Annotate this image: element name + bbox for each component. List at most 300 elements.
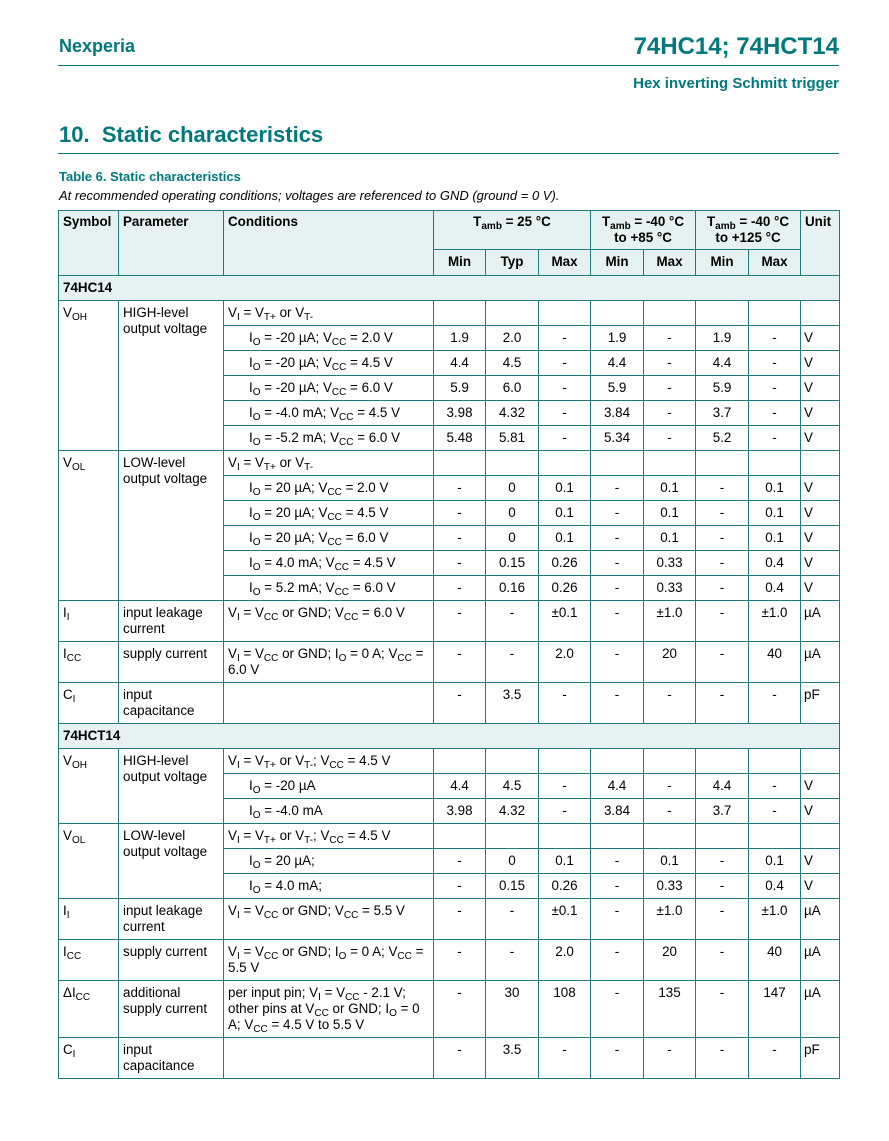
value-cell: 4.5 [486, 351, 539, 376]
value-cell: - [749, 351, 801, 376]
value-cell: 0.1 [539, 526, 591, 551]
subscript: CC [331, 387, 347, 398]
header-tamb-85 [591, 211, 696, 250]
value-cell: - [696, 576, 749, 601]
parameter-cell: input capacitance [119, 1038, 224, 1079]
value-cell: - [434, 981, 486, 1038]
value-cell [486, 301, 539, 326]
value-cell: 4.5 [486, 774, 539, 799]
header-tamb-125 [696, 211, 801, 250]
value-cell: 0.33 [644, 874, 696, 899]
subscript: CC [327, 512, 342, 523]
unit-cell: V [801, 376, 840, 401]
unit-cell: V [801, 501, 840, 526]
value-cell [434, 451, 486, 476]
symbol-cell [59, 601, 119, 642]
condition-cell [224, 576, 434, 601]
section-title: Static characteristics [101, 122, 324, 147]
value-cell: 3.5 [486, 1038, 539, 1079]
static-characteristics-table [58, 210, 840, 1079]
value-cell [486, 749, 539, 774]
condition-cell [224, 799, 434, 824]
text-segment: V [63, 828, 72, 843]
subscript: T- [304, 462, 314, 473]
text-segment: = -5.2 mA; V [260, 430, 340, 445]
subscript: I [236, 462, 240, 473]
text-segment: = 4.5 V [343, 753, 391, 768]
text-segment: I [249, 355, 253, 370]
unit-cell [801, 451, 840, 476]
value-cell: 0.15 [486, 874, 539, 899]
text-segment: = V [239, 944, 264, 959]
subscript: CC [327, 487, 342, 498]
text-segment: = 0 A; V [346, 646, 398, 661]
value-cell [591, 451, 644, 476]
subscript: O [252, 860, 261, 871]
value-cell: 5.9 [434, 376, 486, 401]
subscript: CC [345, 992, 360, 1003]
subscript: CC [253, 1024, 268, 1035]
value-cell: 4.32 [486, 799, 539, 824]
value-cell: 4.4 [591, 774, 644, 799]
section-heading [59, 122, 323, 148]
text-segment: or V [275, 828, 305, 843]
value-cell [749, 749, 801, 774]
table-row [59, 642, 840, 683]
value-cell [696, 824, 749, 849]
value-cell [539, 451, 591, 476]
value-cell: - [486, 940, 539, 981]
text-segment: = 4.5 V to 5.5 V [267, 1017, 365, 1032]
subscript: T- [304, 835, 314, 846]
subscript: T+ [263, 462, 276, 473]
subscript: O [252, 885, 261, 896]
value-cell: - [696, 1038, 749, 1079]
condition-cell [224, 301, 434, 326]
group-name: 74HC14 [59, 276, 840, 301]
value-cell: 0.1 [749, 849, 801, 874]
text-segment: = 4.5 V [349, 555, 396, 570]
table-row [59, 601, 840, 642]
subscript: CC [339, 437, 354, 448]
condition-cell [224, 774, 434, 799]
header-t-sub: amb [481, 221, 502, 232]
value-cell: 0.1 [539, 501, 591, 526]
text-segment: = 6.0 V [349, 580, 396, 595]
section-divider [58, 153, 839, 154]
value-cell: 0.33 [644, 551, 696, 576]
value-cell: 6.0 [486, 376, 539, 401]
value-cell: - [696, 940, 749, 981]
value-cell: ±0.1 [539, 899, 591, 940]
value-cell: 40 [749, 642, 801, 683]
value-cell: 2.0 [539, 940, 591, 981]
value-cell: 5.9 [696, 376, 749, 401]
subscript: I [236, 612, 240, 623]
value-cell [749, 451, 801, 476]
text-segment: = V [239, 646, 264, 661]
text-segment: = V [239, 753, 264, 768]
condition-cell [224, 874, 434, 899]
text-segment: = 20 µA; V [260, 480, 328, 495]
subscript: OH [71, 760, 87, 771]
subscript: I [236, 951, 240, 962]
text-segment: or GND; V [278, 903, 344, 918]
text-segment: = 6.0 V [341, 530, 389, 545]
subscript: CC [327, 537, 342, 548]
unit-cell [801, 824, 840, 849]
subscript: CC [263, 951, 279, 962]
header-max: Max [749, 250, 801, 276]
table-row [59, 451, 840, 476]
text-segment: C [63, 1042, 73, 1057]
value-cell: - [539, 683, 591, 724]
unit-cell: V [801, 326, 840, 351]
value-cell: - [696, 981, 749, 1038]
subscript: O [252, 437, 261, 448]
unit-cell: V [801, 426, 840, 451]
subscript: OL [71, 835, 86, 846]
subscript: OL [71, 462, 86, 473]
value-cell: - [434, 899, 486, 940]
header-t-range: to +125 °C [715, 230, 781, 245]
value-cell: - [749, 799, 801, 824]
text-segment: V [228, 455, 237, 470]
text-segment: = 20 µA; [260, 853, 315, 868]
unit-cell: µA [801, 642, 840, 683]
value-cell: - [696, 476, 749, 501]
value-cell [591, 824, 644, 849]
value-cell: - [591, 899, 644, 940]
subscript: OH [71, 312, 87, 323]
value-cell: - [434, 874, 486, 899]
value-cell: - [486, 899, 539, 940]
text-segment: or GND; V [278, 605, 344, 620]
unit-cell: V [801, 849, 840, 874]
text-segment: = 20 µA; V [260, 505, 328, 520]
subscript: O [252, 487, 261, 498]
value-cell: 0.26 [539, 551, 591, 576]
value-cell [434, 824, 486, 849]
value-cell: 0.1 [644, 501, 696, 526]
unit-cell: µA [801, 899, 840, 940]
unit-cell: V [801, 874, 840, 899]
subscript: CC [263, 653, 279, 664]
document-title: 74HC14; 74HCT14 [633, 33, 839, 60]
text-segment: I [249, 505, 253, 520]
unit-cell: V [801, 551, 840, 576]
parameter-cell: input leakage current [119, 899, 224, 940]
value-cell: 0.4 [749, 874, 801, 899]
condition-cell [224, 824, 434, 849]
subscript: CC [263, 612, 279, 623]
text-segment: = -20 µA; V [260, 355, 332, 370]
condition-cell [224, 526, 434, 551]
value-cell: - [749, 774, 801, 799]
value-cell: - [591, 981, 644, 1038]
value-cell: - [591, 551, 644, 576]
condition-cell [224, 376, 434, 401]
value-cell: 0.1 [644, 849, 696, 874]
subscript: I [72, 1049, 76, 1060]
value-cell: 3.84 [591, 401, 644, 426]
value-cell: 3.7 [696, 799, 749, 824]
unit-cell: V [801, 351, 840, 376]
value-cell: ±1.0 [644, 601, 696, 642]
value-cell: 3.7 [696, 401, 749, 426]
subscript: O [252, 562, 261, 573]
subscript: CC [329, 760, 344, 771]
condition-cell [224, 1038, 434, 1079]
text-segment: I [63, 646, 67, 661]
text-segment: or V [275, 455, 305, 470]
text-segment: I [249, 330, 253, 345]
value-cell: - [749, 683, 801, 724]
value-cell: - [434, 849, 486, 874]
subscript: I [318, 992, 321, 1003]
table-row [59, 824, 840, 849]
document-subtitle: Hex inverting Schmitt trigger [633, 75, 839, 92]
text-segment: = V [239, 605, 264, 620]
value-cell: 5.48 [434, 426, 486, 451]
group-name: 74HCT14 [59, 724, 840, 749]
table-row [59, 940, 840, 981]
text-segment: V [228, 903, 237, 918]
value-cell: 0.16 [486, 576, 539, 601]
table-row [59, 981, 840, 1038]
text-segment: = 6.0 V [228, 646, 424, 677]
subscript: O [252, 337, 261, 348]
condition-cell [224, 940, 434, 981]
value-cell: 20 [644, 940, 696, 981]
text-segment: V [228, 305, 237, 320]
value-cell: - [749, 376, 801, 401]
header-conditions: Conditions [224, 211, 434, 276]
unit-cell: µA [801, 981, 840, 1038]
value-cell: 0.1 [749, 526, 801, 551]
text-segment: or GND; I [328, 1001, 390, 1016]
value-cell: 5.2 [696, 426, 749, 451]
subscript: CC [397, 653, 412, 664]
header-t-symbol: T [706, 214, 716, 229]
value-cell: - [539, 376, 591, 401]
value-cell: - [696, 849, 749, 874]
value-cell: 4.4 [434, 774, 486, 799]
subscript: CC [397, 951, 412, 962]
unit-cell [801, 749, 840, 774]
parameter-cell: HIGH-level output voltage [119, 749, 224, 824]
subscript: O [252, 537, 261, 548]
text-segment: = 6.0 V [353, 430, 401, 445]
value-cell: - [434, 476, 486, 501]
text-segment: = 4.5 V [346, 355, 393, 370]
subscript: I [66, 612, 70, 623]
value-cell: 3.98 [434, 401, 486, 426]
header-tamb-25 [434, 211, 591, 250]
value-cell [696, 749, 749, 774]
header-t-symbol: T [601, 214, 611, 229]
header-t-value: = -40 °C [630, 214, 685, 229]
value-cell: - [696, 526, 749, 551]
text-segment: = V [239, 305, 264, 320]
symbol-cell [59, 451, 119, 601]
subscript: O [252, 810, 261, 821]
unit-cell: pF [801, 1038, 840, 1079]
text-segment: V [228, 646, 237, 661]
value-cell: - [486, 642, 539, 683]
value-cell [434, 749, 486, 774]
subscript: T+ [263, 760, 276, 771]
value-cell: - [696, 551, 749, 576]
subscript: CC [339, 412, 354, 423]
value-cell: 4.4 [591, 351, 644, 376]
table-caption: Table 6. Static characteristics [59, 169, 241, 184]
value-cell: 0.1 [539, 476, 591, 501]
unit-cell: pF [801, 683, 840, 724]
subscript: CC [343, 612, 359, 623]
condition-cell [224, 551, 434, 576]
value-cell: 0.15 [486, 551, 539, 576]
text-segment: V [228, 944, 237, 959]
text-segment: = V [320, 985, 346, 1000]
text-segment: I [249, 430, 253, 445]
subscript: CC [334, 562, 350, 573]
value-cell: 5.9 [591, 376, 644, 401]
text-segment: - 2.1 V; other pins at V [228, 985, 406, 1016]
value-cell: - [644, 426, 696, 451]
value-cell: 5.34 [591, 426, 644, 451]
table-row [59, 1038, 840, 1079]
text-segment: I [249, 380, 253, 395]
header-min: Min [591, 250, 644, 276]
value-cell: - [434, 501, 486, 526]
header-t-sub: amb [610, 221, 631, 232]
value-cell: - [749, 1038, 801, 1079]
text-segment: I [63, 944, 67, 959]
text-segment: = 2.0 V [346, 330, 393, 345]
subscript: I [236, 910, 240, 921]
value-cell: - [644, 683, 696, 724]
value-cell [434, 301, 486, 326]
header-parameter: Parameter [119, 211, 224, 276]
unit-cell: V [801, 799, 840, 824]
parameter-cell: input leakage current [119, 601, 224, 642]
text-segment: V [63, 305, 72, 320]
value-cell: - [644, 774, 696, 799]
value-cell: 0 [486, 501, 539, 526]
text-segment: = 0 A; V [228, 1001, 420, 1032]
subscript: O [252, 512, 261, 523]
text-segment: = 4.0 mA; [260, 878, 322, 893]
text-segment: I [249, 405, 253, 420]
value-cell: ±0.1 [539, 601, 591, 642]
value-cell [696, 301, 749, 326]
text-segment: = 4.5 V [341, 505, 389, 520]
subscript: O [252, 785, 261, 796]
value-cell: 147 [749, 981, 801, 1038]
value-cell: - [591, 642, 644, 683]
symbol-cell [59, 899, 119, 940]
text-segment: or V [275, 753, 305, 768]
text-segment: V [63, 753, 72, 768]
value-cell [749, 301, 801, 326]
header-min: Min [696, 250, 749, 276]
subscript: I [72, 694, 76, 705]
subscript: CC [331, 337, 347, 348]
value-cell: - [749, 326, 801, 351]
text-segment: V [63, 455, 72, 470]
value-cell: 4.32 [486, 401, 539, 426]
value-cell: - [749, 426, 801, 451]
value-cell: - [591, 874, 644, 899]
subscript: I [236, 312, 240, 323]
text-segment: or V [275, 305, 305, 320]
subscript: I [236, 835, 240, 846]
subscript: I [236, 653, 240, 664]
value-cell: 4.4 [696, 774, 749, 799]
value-cell: 135 [644, 981, 696, 1038]
table-row [59, 899, 840, 940]
parameter-cell: supply current [119, 642, 224, 683]
value-cell: - [539, 351, 591, 376]
value-cell: 3.5 [486, 683, 539, 724]
value-cell: - [696, 683, 749, 724]
text-segment: = 20 µA; V [260, 530, 328, 545]
subscript: O [338, 653, 347, 664]
symbol-cell [59, 824, 119, 899]
condition-cell [224, 642, 434, 683]
text-segment: I [249, 555, 253, 570]
symbol-cell [59, 301, 119, 451]
value-cell: - [644, 1038, 696, 1079]
symbol-cell [59, 642, 119, 683]
value-cell: - [486, 601, 539, 642]
text-segment: V [228, 828, 237, 843]
condition-cell [224, 899, 434, 940]
group-row [59, 724, 840, 749]
text-segment: = -4.0 mA; V [260, 405, 340, 420]
value-cell: - [696, 899, 749, 940]
value-cell [591, 749, 644, 774]
text-segment: I [63, 605, 67, 620]
value-cell: - [539, 1038, 591, 1079]
value-cell: - [434, 1038, 486, 1079]
value-cell [486, 824, 539, 849]
value-cell: 3.84 [591, 799, 644, 824]
value-cell: - [434, 526, 486, 551]
text-segment: = 0 A; V [346, 944, 398, 959]
value-cell [749, 824, 801, 849]
parameter-cell: HIGH-level output voltage [119, 301, 224, 451]
value-cell: 4.4 [434, 351, 486, 376]
value-cell: 1.9 [696, 326, 749, 351]
symbol-cell [59, 683, 119, 724]
value-cell: ±1.0 [644, 899, 696, 940]
subscript: T- [304, 760, 314, 771]
value-cell: - [644, 799, 696, 824]
parameter-cell: additional supply current [119, 981, 224, 1038]
value-cell: 0 [486, 476, 539, 501]
subscript: T- [304, 312, 314, 323]
text-segment: = -20 µA; V [260, 380, 332, 395]
value-cell: - [434, 576, 486, 601]
unit-cell [801, 301, 840, 326]
subscript: I [236, 760, 240, 771]
condition-cell [224, 326, 434, 351]
value-cell: - [644, 376, 696, 401]
text-segment: = 4.5 V [343, 828, 391, 843]
condition-cell [224, 426, 434, 451]
